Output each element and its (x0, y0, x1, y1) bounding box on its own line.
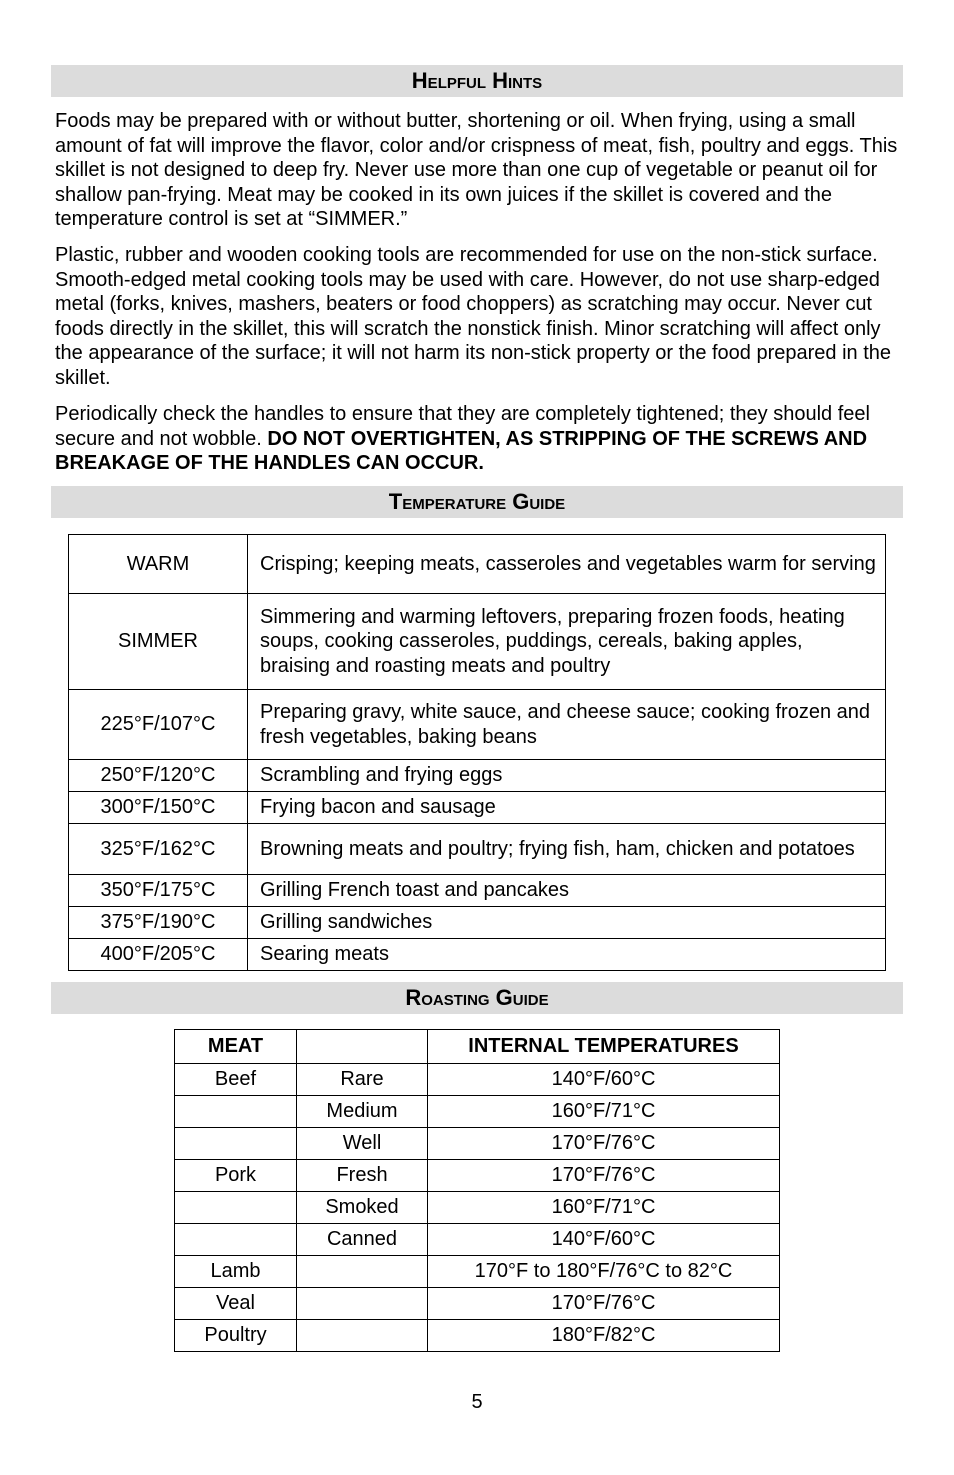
roasting-done: Fresh (297, 1160, 428, 1192)
roasting-header-row (175, 1030, 780, 1064)
roasting-row (175, 1288, 780, 1320)
temperature-setting: 375°F/190°C (69, 907, 248, 939)
temperature-row (69, 939, 886, 971)
roasting-done: Smoked (297, 1192, 428, 1224)
roasting-temp: 170°F/76°C (428, 1288, 780, 1320)
temperature-row (69, 875, 886, 907)
roasting-done: Medium (297, 1096, 428, 1128)
roasting-done: Canned (297, 1224, 428, 1256)
temperature-row (69, 792, 886, 824)
roasting-temp: 140°F/60°C (428, 1224, 780, 1256)
temperature-use: Simmering and warming leftovers, preparing frozen foods, heating soups, cooking casseroles, puddings, cereals, baking apples, braising and roasting meats and poultry (248, 594, 886, 690)
temperature-use: Grilling French toast and pancakes (248, 875, 886, 907)
temperature-setting: WARM (69, 535, 248, 594)
roasting-temp: 180°F/82°C (428, 1320, 780, 1352)
roasting-row (175, 1064, 780, 1096)
roasting-meat (175, 1192, 297, 1224)
roasting-done: Well (297, 1128, 428, 1160)
roasting-temp: 140°F/60°C (428, 1064, 780, 1096)
roasting-done (297, 1320, 428, 1352)
temperature-setting: 400°F/205°C (69, 939, 248, 971)
roasting-meat: Beef (175, 1064, 297, 1096)
temperature-use: Frying bacon and sausage (248, 792, 886, 824)
roasting-row (175, 1128, 780, 1160)
roasting-temp: 160°F/71°C (428, 1192, 780, 1224)
temperature-row (69, 907, 886, 939)
temperature-setting: 250°F/120°C (69, 760, 248, 792)
roasting-meat: Veal (175, 1288, 297, 1320)
page-number: 5 (471, 1391, 483, 1413)
roasting-meat (175, 1096, 297, 1128)
temperature-guide-title: Temperature Guide (388, 489, 566, 514)
temperature-use: Grilling sandwiches (248, 907, 886, 939)
roasting-row (175, 1320, 780, 1352)
roasting-temp: 160°F/71°C (428, 1096, 780, 1128)
temperature-setting: 350°F/175°C (69, 875, 248, 907)
roasting-row (175, 1096, 780, 1128)
roasting-guide-title: Roasting Guide (405, 985, 549, 1010)
roasting-meat: Lamb (175, 1256, 297, 1288)
temperature-guide-heading (51, 486, 903, 518)
temperature-use: Preparing gravy, white sauce, and cheese sauce; cooking frozen and fresh vegetables, baking beans (248, 690, 886, 760)
header-internal-temperatures: INTERNAL TEMPERATURES (428, 1030, 780, 1064)
roasting-table (174, 1029, 780, 1352)
header-doneness (297, 1030, 428, 1064)
roasting-row (175, 1192, 780, 1224)
roasting-temp: 170°F/76°C (428, 1128, 780, 1160)
hints-paragraph-3 (55, 402, 905, 476)
temperature-table (68, 534, 886, 971)
roasting-row (175, 1160, 780, 1192)
hints-warning: DO NOT OVERTIGHTEN, AS STRIPPING OF THE SCREWS AND BREAKAGE OF THE HANDLES CAN OCCUR. (55, 427, 868, 475)
roasting-temp: 170°F/76°C (428, 1160, 780, 1192)
roasting-row (175, 1256, 780, 1288)
temperature-setting: 225°F/107°C (69, 690, 248, 760)
temperature-row (69, 824, 886, 875)
temperature-use: Scrambling and frying eggs (248, 760, 886, 792)
temperature-setting: 300°F/150°C (69, 792, 248, 824)
temperature-setting: SIMMER (69, 594, 248, 690)
roasting-meat (175, 1128, 297, 1160)
roasting-done (297, 1256, 428, 1288)
roasting-done: Rare (297, 1064, 428, 1096)
temperature-use: Searing meats (248, 939, 886, 971)
roasting-done (297, 1288, 428, 1320)
temperature-row (69, 690, 886, 760)
temperature-row (69, 760, 886, 792)
roasting-meat (175, 1224, 297, 1256)
header-meat: MEAT (175, 1030, 297, 1064)
roasting-guide-heading (51, 982, 903, 1014)
temperature-setting: 325°F/162°C (69, 824, 248, 875)
temperature-use: Crisping; keeping meats, casseroles and vegetables warm for serving (248, 535, 886, 594)
temperature-row (69, 535, 886, 594)
helpful-hints-title: Helpful Hints (411, 68, 543, 93)
roasting-meat: Poultry (175, 1320, 297, 1352)
temperature-row (69, 594, 886, 690)
hints-paragraph-3-text: Periodically check the handles to ensure that they are completely tightened; they should feel secure and not wobble. (55, 403, 870, 450)
temperature-use: Browning meats and poultry; frying fish, ham, chicken and potatoes (248, 824, 886, 875)
roasting-meat: Pork (175, 1160, 297, 1192)
helpful-hints-heading (51, 65, 903, 97)
hints-paragraph-2: Plastic, rubber and wooden cooking tools are recommended for use on the non-stick surface. Smooth-edged metal cooking tools may be used with care. However, do not use sharp-edged metal (forks, knives, mashers, beaters or food choppers) as scratching may occur. Never cut foods directly in the skillet, this will scratch the nonstick finish. Minor scratching will affect only the appearance of the surface; it will not harm its non-stick property or the food prepared in the skillet. (55, 244, 892, 389)
hints-paragraph-1: Foods may be prepared with or without butter, shortening or oil. When frying, using a small amount of fat will improve the flavor, color and/or crispness of meat, fish, poultry and eggs. This skillet is not designed to deep fry. Never use more than one cup of vegetable or peanut oil for shallow pan-frying. Meat may be cooked in its own juices if the skillet is covered and the temperature control is set at “SIMMER.” (55, 110, 898, 231)
roasting-temp: 170°F to 180°F/76°C to 82°C (428, 1256, 780, 1288)
roasting-row (175, 1224, 780, 1256)
